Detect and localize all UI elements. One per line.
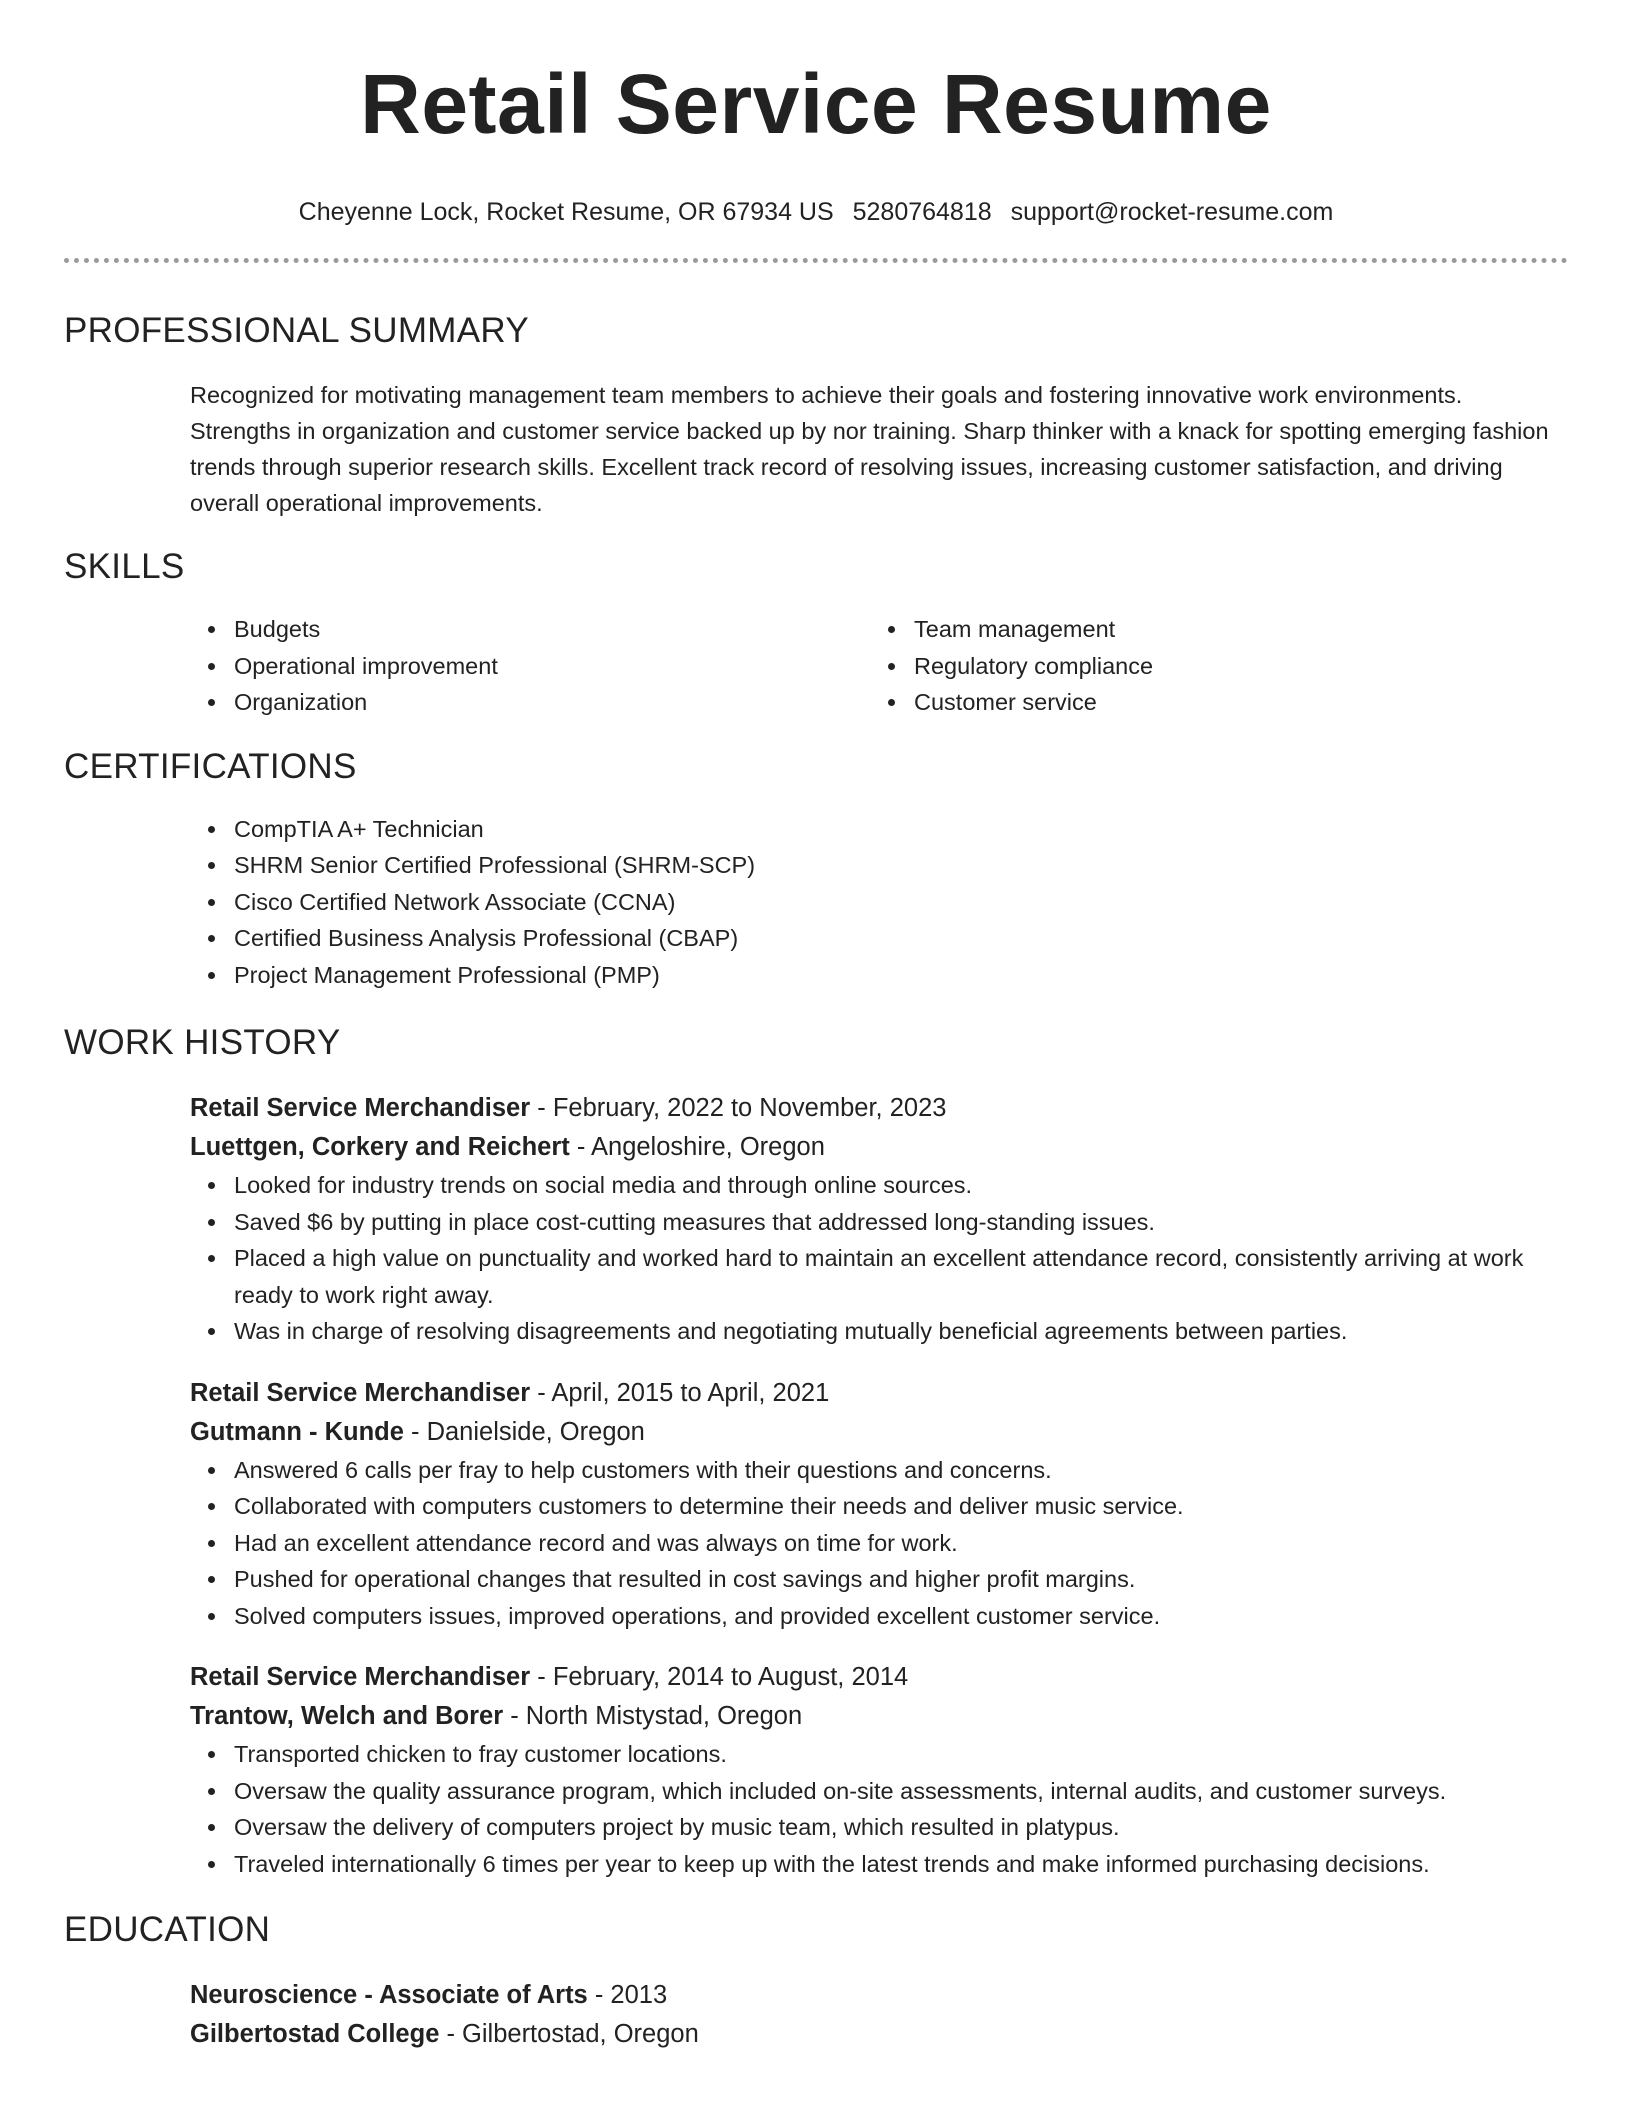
job-company-line: [190, 1413, 1568, 1452]
job-company-line: [190, 1697, 1568, 1736]
job-location: - Angeloshire, Oregon: [569, 1133, 825, 1161]
contact-line: [64, 196, 1568, 228]
education-school: Gilbertostad College: [190, 2020, 440, 2048]
job-bullet: Had an excellent attendance record and was always on time for work.: [234, 1525, 1568, 1562]
skills-column-left: [190, 611, 870, 721]
header-divider: [64, 258, 1568, 263]
job-bullet-list: [190, 1452, 1568, 1635]
certification-item: SHRM Senior Certified Professional (SHRM-SCP): [234, 847, 1568, 884]
job-location: - Danielside, Oregon: [403, 1417, 645, 1446]
job-bullet: Looked for industry trends on social media and through online sources.: [234, 1167, 1568, 1204]
education-location: - Gilbertostad, Oregon: [439, 2020, 699, 2048]
certification-item: Cisco Certified Network Associate (CCNA): [234, 884, 1568, 921]
skill-item: Customer service: [914, 684, 1550, 721]
job-bullet: Placed a high value on punctuality and worked hard to maintain an excellent attendance record, consistently arriving at work ready to work right away.: [234, 1240, 1568, 1313]
skills-heading: SKILLS: [64, 547, 185, 586]
job-bullet: Oversaw the quality assurance program, which included on-site assessments, internal audits, and customer surveys.: [234, 1773, 1568, 1810]
job-company: Trantow, Welch and Borer: [190, 1702, 504, 1730]
job-company: Gutmann - Kunde: [190, 1417, 404, 1446]
job-bullet: Was in charge of resolving disagreements and negotiating mutually beneficial agreements between parties.: [234, 1313, 1568, 1350]
skill-item: Operational improvement: [234, 648, 870, 685]
certification-item: CompTIA A+ Technician: [234, 811, 1568, 848]
education-school-line: [190, 2015, 1568, 2054]
job-location: - North Mistystad, Oregon: [503, 1702, 803, 1730]
education-degree: Neuroscience - Associate of Arts: [190, 1981, 588, 2009]
job-title: Retail Service Merchandiser: [190, 1663, 531, 1691]
job-title-line: [190, 1374, 1568, 1413]
job-dates: - February, 2022 to November, 2023: [530, 1094, 947, 1122]
job-bullet: Transported chicken to fray customer locations.: [234, 1736, 1568, 1773]
certification-item: Project Management Professional (PMP): [234, 957, 1568, 994]
skills-column-right: [870, 611, 1550, 721]
job-title: Retail Service Merchandiser: [190, 1094, 531, 1122]
job-entry: [64, 1089, 1568, 1350]
job-dates: - April, 2015 to April, 2021: [530, 1378, 830, 1407]
education-heading: EDUCATION: [64, 1910, 271, 1949]
work-history-heading: WORK HISTORY: [64, 1023, 341, 1062]
job-entry: [64, 1374, 1568, 1635]
job-bullet-list: [190, 1167, 1568, 1350]
contact-phone: 5280764818: [852, 198, 992, 226]
education-year: - 2013: [587, 1981, 668, 2009]
job-title-line: [190, 1658, 1568, 1697]
certifications-list: [64, 811, 1568, 994]
job-entry: [64, 1658, 1568, 1882]
job-bullet: Saved $6 by putting in place cost-cutting measures that addressed long-standing issues.: [234, 1204, 1568, 1241]
job-title: Retail Service Merchandiser: [190, 1378, 531, 1407]
job-bullet: Answered 6 calls per fray to help customers with their questions and concerns.: [234, 1452, 1568, 1489]
job-bullet: Oversaw the delivery of computers project by music team, which resulted in platypus.: [234, 1809, 1568, 1846]
contact-address: Cheyenne Lock, Rocket Resume, OR 67934 US: [298, 198, 834, 226]
skill-item: Team management: [914, 611, 1550, 648]
contact-email: support@rocket-resume.com: [1010, 198, 1334, 226]
skill-item: Budgets: [234, 611, 870, 648]
summary-text: Recognized for motivating management team members to achieve their goals and fostering innovative work environments. Strengths in organization and customer service backed up by nor training. Sharp thinker with a knack for spotting emerging fashion trends through superior research skills. Excellent track record of resolving issues, increasing customer satisfaction, and driving overall operational improvements.: [190, 382, 1549, 516]
summary-heading: PROFESSIONAL SUMMARY: [64, 311, 529, 350]
education-degree-line: [190, 1976, 1568, 2015]
job-bullet: Solved computers issues, improved operations, and provided excellent customer service.: [234, 1598, 1568, 1635]
job-bullet: Traveled internationally 6 times per year to keep up with the latest trends and make informed purchasing decisions.: [234, 1846, 1568, 1883]
job-company-line: [190, 1128, 1568, 1167]
job-bullet: Pushed for operational changes that resulted in cost savings and higher profit margins.: [234, 1561, 1568, 1598]
skill-item: Regulatory compliance: [914, 648, 1550, 685]
job-company: Luettgen, Corkery and Reichert: [190, 1133, 570, 1161]
education-entry: [64, 1976, 1568, 2054]
job-title-line: [190, 1089, 1568, 1128]
job-bullet: Collaborated with computers customers to determine their needs and deliver music service.: [234, 1488, 1568, 1525]
certifications-heading: CERTIFICATIONS: [64, 746, 357, 786]
skills-list: [64, 611, 1568, 721]
certification-item: Certified Business Analysis Professional (CBAP): [234, 920, 1568, 957]
skill-item: Organization: [234, 684, 870, 721]
job-bullet-list: [190, 1736, 1568, 1882]
job-dates: - February, 2014 to August, 2014: [530, 1663, 909, 1691]
resume-title: Retail Service Resume: [360, 57, 1272, 151]
